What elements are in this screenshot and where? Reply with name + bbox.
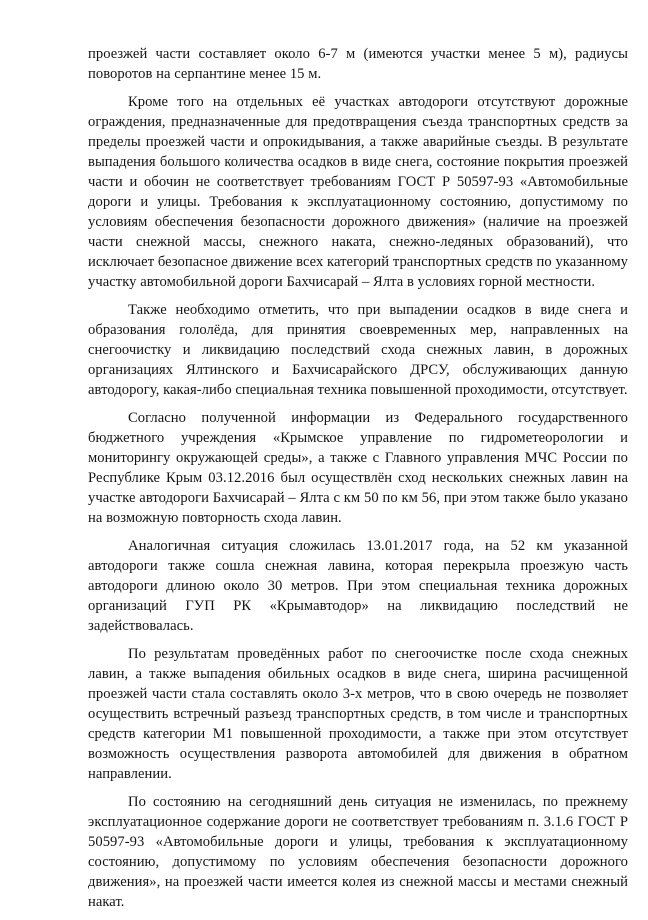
- document-page: [88, 44, 628, 920]
- paragraph-clearing-results: По результатам проведённых работ по снегоочистке после схода снежных лавин, а также выпадения обильных осадков в виде снега, ширина расчищенной проезжей части стала составлять около 3-х метров, что в свою очередь не позволяет осуществить встречный разъезд транспортных средств, в том числе и транспортных средств категории М1 повышенной проходимости, а также при этом отсутствует возможность осуществления разворота автомобилей для движения в обратном направлении.: [88, 646, 628, 782]
- paragraph-avalanche-info: Согласно полученной информации из Федерального государственного бюджетного учреждения «Крымское управление по гидрометеорологии и мониторингу окружающей среды», а также с Главного управления МЧС России по Республике Крым 03.12.2016 был осуществлён сход нескольких снежных лавин на участке автодороги Бахчисарай – Ялта с км 50 по км 56, при этом также было указано на возможную повторность схода лавин.: [88, 410, 628, 526]
- paragraph-road-width: проезжей части составляет около 6-7 м (имеются участки менее 5 м), радиусы поворотов на серпантине менее 15 м.: [88, 46, 628, 82]
- paragraph-road-barriers: Кроме того на отдельных её участках автодороги отсутствуют дорожные ограждения, предназначенные для предотвращения съезда транспортных средств за пределы проезжей части и опрокидывания, а также аварийные съезды. В результате выпадения большого количества осадков в виде снега, состояние покрытия проезжей части и обочин не соответствует требованиям ГОСТ Р 50597-93 «Автомобильные дороги и улицы. Требования к эксплуатационному состоянию, допустимому по условиям обеспечения безопасности дорожного движения» (наличие на проезжей части снежной массы, снежного наката, снежно-ледяных образований), что исключает безопасное движение всех категорий транспортных средств по указанному участку автомобильной дороги Бахчисарай – Ялта в условиях горной местности.: [88, 94, 629, 290]
- paragraph-snow-equipment: Также необходимо отметить, что при выпадении осадков в виде снега и образования гололёда, для принятия своевременных мер, направленных на снегоочистку и ликвидацию последствий схода снежных лавин, в дорожных организациях Ялтинского и Бахчисарайского ДРСУ, обслуживающих данную автодорогу, какая-либо специальная техника повышенной проходимости, отсутствует.: [88, 302, 628, 398]
- paragraph-current-state: По состоянию на сегодняшний день ситуация не изменилась, по прежнему эксплуатационное содержание дороги не соответствует требованиям п. 3.1.6 ГОСТ Р 50597-93 «Автомобильные дороги и улицы, требования к эксплуатационному состоянию, допустимому по условиям обеспечения безопасности дорожного движения», на проезжей части имеется колея из снежной массы и местами снежный накат.: [88, 794, 628, 910]
- paragraph-similar-situation: Аналогичная ситуация сложилась 13.01.2017 года, на 52 км указанной автодороги также сошла снежная лавина, которая перекрыла проезжую часть автодороги длиною около 30 метров. При этом специальная техника дорожных организаций ГУП РК «Крымавтодор» на ликвидацию последствий не задействовалась.: [88, 538, 628, 634]
